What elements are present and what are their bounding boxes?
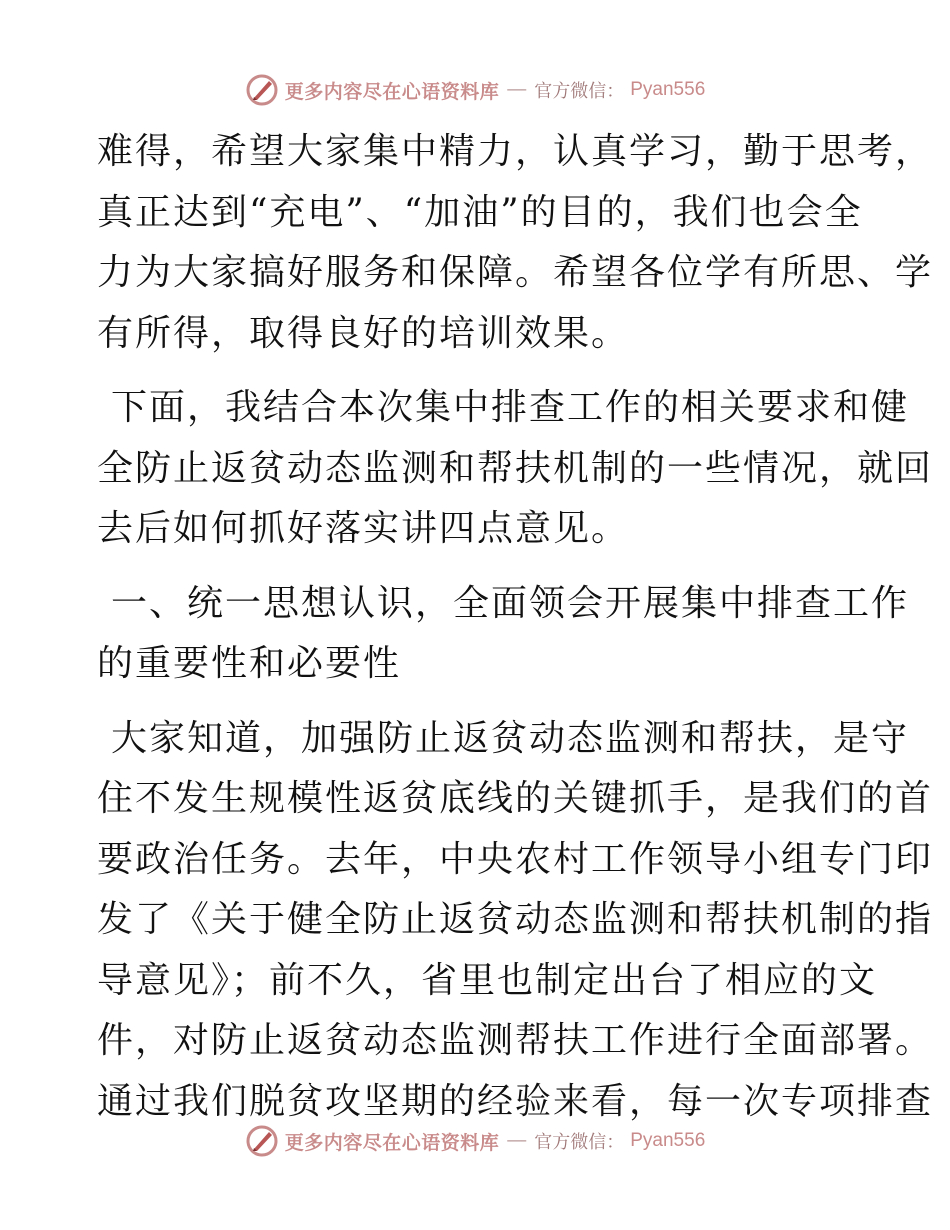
text-line: 力为大家搞好服务和保障。希望各位学有所思、学 bbox=[97, 252, 934, 293]
watermark-wechat-id: Pyan556 bbox=[630, 1130, 706, 1151]
quill-logo-icon bbox=[245, 1124, 279, 1158]
paragraph-transition bbox=[97, 378, 934, 560]
paragraph-intro-conclusion bbox=[97, 122, 934, 364]
watermark-sub-text: 官方微信： bbox=[534, 81, 625, 102]
watermark-separator: — bbox=[507, 1130, 527, 1151]
text-line: 大家知道，加强防止返贫动态监测和帮扶，是守 bbox=[111, 717, 910, 759]
text-line: 要政治任务。去年，中央农村工作领导小组专门印 bbox=[97, 838, 934, 880]
text-line: 通过我们脱贫攻坚期的经验来看，每一次专项排查 bbox=[97, 1080, 934, 1122]
text-line: 住不发生规模性返贫底线的关键抓手，是我们的首 bbox=[97, 778, 934, 819]
text-line: 导意见》；前不久，省里也制定出台了相应的文 bbox=[97, 959, 878, 1001]
section-heading-one bbox=[97, 574, 910, 695]
watermark-wechat-id: Pyan556 bbox=[630, 79, 706, 100]
text-line: 发了《关于健全防止返贫动态监测和帮扶机制的指 bbox=[97, 899, 934, 940]
text-line: 真正达到“充电”、“加油”的目的，我们也会全 bbox=[97, 191, 863, 233]
quill-logo-icon bbox=[245, 73, 279, 107]
text-line: 一、统一思想认识，全面领会开展集中排查工作 bbox=[111, 582, 910, 624]
header-watermark bbox=[0, 70, 950, 110]
watermark-separator: — bbox=[507, 79, 527, 100]
footer-watermark bbox=[0, 1121, 950, 1161]
text-line: 全防止返贫动态监测和帮扶机制的一些情况，就回 bbox=[97, 447, 934, 489]
text-line: 件，对防止返贫动态监测帮扶工作进行全面部署。 bbox=[97, 1020, 934, 1061]
paragraph-section-one-body bbox=[97, 709, 934, 1133]
text-line: 的重要性和必要性 bbox=[97, 643, 402, 684]
text-line: 下面，我结合本次集中排查工作的相关要求和健 bbox=[111, 387, 910, 428]
watermark-main-text: 更多内容尽在心语资料库 bbox=[284, 80, 500, 103]
text-line: 去后如何抓好落实讲四点意见。 bbox=[97, 508, 630, 549]
watermark-sub-text: 官方微信： bbox=[534, 1132, 625, 1153]
text-line: 难得，希望大家集中精力，认真学习，勤于思考， bbox=[97, 131, 934, 172]
watermark-main-text: 更多内容尽在心语资料库 bbox=[284, 1131, 500, 1154]
document-body bbox=[97, 122, 934, 1146]
text-line: 有所得，取得良好的培训效果。 bbox=[97, 312, 630, 354]
